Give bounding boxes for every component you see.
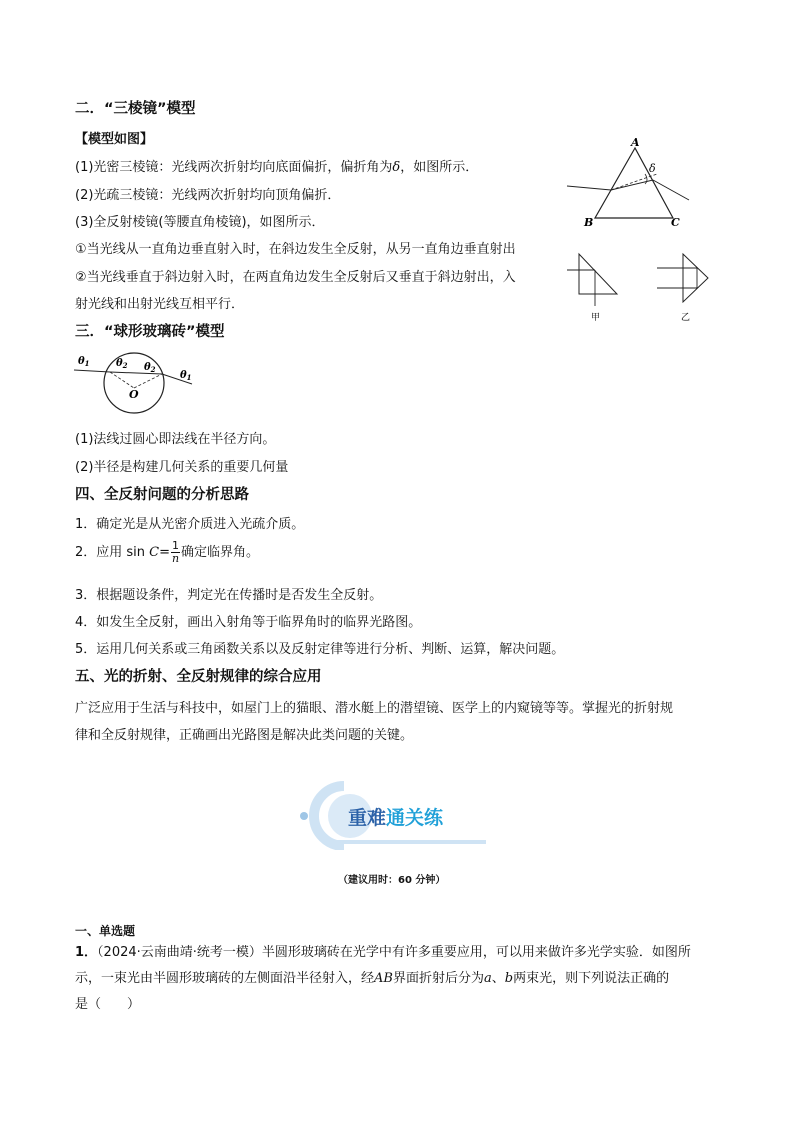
delta-symbol: δ xyxy=(392,160,401,175)
question-line xyxy=(75,941,691,960)
center-o-label: O xyxy=(129,388,139,401)
text-line: ①当光线从一直角边垂直射入时，在斜边发生全反射，从另一直角边垂直射出 xyxy=(75,242,516,257)
theta2-label: $\theta_2$ xyxy=(116,358,128,370)
text-line: (1)法线过圆心即法线在半径方向。 xyxy=(75,432,276,447)
theta2-label-right: $\theta_2$ xyxy=(144,362,156,374)
vertex-b-label: B xyxy=(584,216,594,229)
model-label: 【模型如图】 xyxy=(75,132,154,147)
normal-line-2 xyxy=(134,374,162,388)
label-jia: 甲 xyxy=(591,313,601,323)
formula-line xyxy=(75,540,259,565)
text-span: 界面折射后分为 xyxy=(392,971,484,986)
fraction xyxy=(171,540,180,565)
text-line xyxy=(75,156,478,175)
banner-underline xyxy=(336,840,486,844)
sphere-figure xyxy=(72,348,202,418)
equals: = xyxy=(159,545,171,560)
incident-ray xyxy=(567,186,611,190)
text-line: 律和全反射规律，正确画出光路图是解决此类问题的关键。 xyxy=(75,728,414,743)
question-type: 一、单选题 xyxy=(75,924,136,938)
section-title-sphere: 三．“球形玻璃砖”模型 xyxy=(75,324,225,340)
extension-line xyxy=(611,174,657,190)
question-number: 1． xyxy=(75,945,98,960)
numerator: 1 xyxy=(172,539,180,552)
question-source: （2024·云南曲靖·统考一模） xyxy=(97,945,262,960)
angle-arc xyxy=(645,174,647,184)
banner-title-b: 通关练 xyxy=(386,807,444,829)
text-line: ②当光线垂直于斜边射入时，在两直角边发生全反射后又垂直于斜边射出，入 xyxy=(75,270,516,285)
text-line: 3．根据题设条件，判定光在传播时是否发生全反射。 xyxy=(75,588,383,603)
text-line: 5．运用几何关系或三角函数关系以及反射定律等进行分析、判断、运算，解决问题。 xyxy=(75,642,565,657)
var-b: b xyxy=(504,971,514,986)
text-line: 射光线和出射光线互相平行． xyxy=(75,297,245,312)
var-a: a xyxy=(483,971,492,986)
text-line: (3)全反射棱镜(等腰直角棱镜)，如图所示． xyxy=(75,215,325,230)
text-line: 广泛应用于生活与科技中，如屋门上的猫眼、潜水艇上的潜望镜、医学上的内窥镜等等。掌握光的折射规 xyxy=(75,701,674,716)
delta-label: δ xyxy=(649,162,656,175)
theta1-label: $\theta_1$ xyxy=(78,356,90,368)
prism-figure xyxy=(565,134,695,232)
text-span: 半圆形玻璃砖在光学中有许多重要应用，可以用来做许多光学实验．如图所 xyxy=(261,945,691,960)
text-span: 2．应用 sin xyxy=(75,545,146,560)
var-c: C xyxy=(149,545,160,560)
prism-jia xyxy=(579,254,617,294)
banner-dot xyxy=(300,812,308,820)
total-reflection-figure xyxy=(565,248,715,326)
text-line: (2)半径是构建几何关系的重要几何量 xyxy=(75,460,289,475)
text-span: (1)光密三棱镜：光线两次折射均向底面偏折，偏折角为 xyxy=(75,160,393,175)
text-span: ，如图所示． xyxy=(400,160,479,175)
prism-yi xyxy=(683,254,708,302)
text-span: 、 xyxy=(491,971,505,986)
question-line: 是（ ） xyxy=(75,997,141,1012)
prism-triangle xyxy=(595,148,673,218)
section-title-total-reflection: 四、全反射问题的分析思路 xyxy=(75,487,249,503)
denominator: n xyxy=(171,552,180,565)
text-line: 4．如发生全反射，画出入射角等于临界角时的临界光路图。 xyxy=(75,615,422,630)
text-span: 确定临界角。 xyxy=(181,545,260,560)
vertex-c-label: C xyxy=(671,216,680,229)
banner-title-a: 重难 xyxy=(348,807,387,829)
section-title-application: 五、光的折射、全反射规律的综合应用 xyxy=(75,669,322,685)
banner-title xyxy=(348,803,443,830)
text-span: 两束光，则下列说法正确的 xyxy=(513,971,670,986)
vertex-a-label: A xyxy=(631,136,640,149)
normal-line-1 xyxy=(110,372,134,388)
theta1-label-right: $\theta_1$ xyxy=(180,370,192,382)
incident-ray xyxy=(74,370,110,372)
text-line: 1．确定光是从光密介质进入光疏介质。 xyxy=(75,517,305,532)
label-yi: 乙 xyxy=(681,313,691,323)
question-line xyxy=(75,967,669,986)
text-line: (2)光疏三棱镜：光线两次折射均向顶角偏折． xyxy=(75,188,341,203)
section-title-prism: 二．“三棱镜”模型 xyxy=(75,101,196,117)
sphere-circle xyxy=(104,353,164,413)
suggested-time: （建议用时：60 分钟） xyxy=(338,875,446,886)
text-span: 示，一束光由半圆形玻璃砖的左侧面沿半径射入，经 xyxy=(75,971,375,986)
var-ab: AB xyxy=(374,971,393,986)
